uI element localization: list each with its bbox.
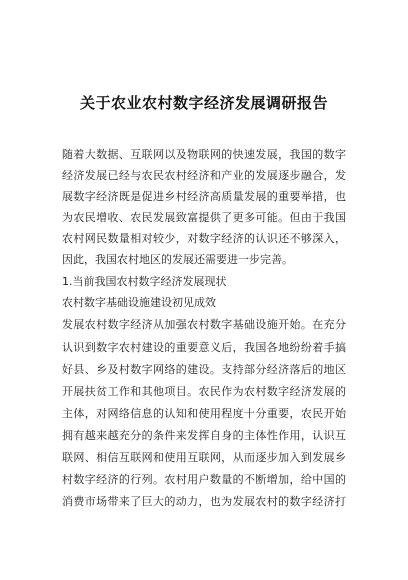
paragraph-line: 认识到数字农村建设的重要意义后，我国各地纷纷着手搞 <box>62 341 346 354</box>
document-title: 关于农业农村数字经济发展调研报告 <box>79 94 328 112</box>
paragraph-line: 随着大数据、互联网以及物联网的快速发展，我国的数字 <box>62 148 346 161</box>
subsection-heading: 农村数字基础设施建设初见成效 <box>62 296 216 309</box>
paragraph-line: 为农民增收、农民发展致富提供了更多可能。但由于我国 <box>62 211 346 224</box>
paragraph-line: 经济发展已经与农民农村经济和产业的发展逐步融合，发 <box>62 169 346 182</box>
paragraph-line: 展数字经济既是促进乡村经济高质量发展的重要举措，也 <box>62 190 346 203</box>
paragraph-line: 发展农村数字经济从加强农村数字基础设施开始。在充分 <box>62 318 346 331</box>
paragraph-line: 因此，我国农村地区的发展还需要进一步完善。 <box>62 253 293 266</box>
paragraph-line: 联网、相信互联网和使用互联网，从而逐步加入到发展乡 <box>62 451 346 464</box>
section-heading: 1.当前我国农村数字经济发展现状 <box>62 275 227 288</box>
paragraph-line: 好县、乡及村数字网络的建设。支持部分经济落后的地区 <box>62 363 346 376</box>
paragraph-line: 消费市场带来了巨大的动力，也为发展农村的数字经济打 <box>62 495 346 508</box>
paragraph-line: 村数字经济的行列。农村用户数量的不断增加，给中国的 <box>62 473 346 486</box>
paragraph-line: 主体，对网络信息的认知和使用程度十分重要，农民开始 <box>62 407 346 420</box>
paragraph-line: 开展扶贫工作和其他项目。农民作为农村数字经济发展的 <box>62 385 346 398</box>
paragraph-line: 农村网民数量相对较少，对数字经济的认识还不够深入， <box>62 232 346 245</box>
paragraph-line: 拥有越来越充分的条件来发挥自身的主体性作用，认识互 <box>62 429 346 442</box>
